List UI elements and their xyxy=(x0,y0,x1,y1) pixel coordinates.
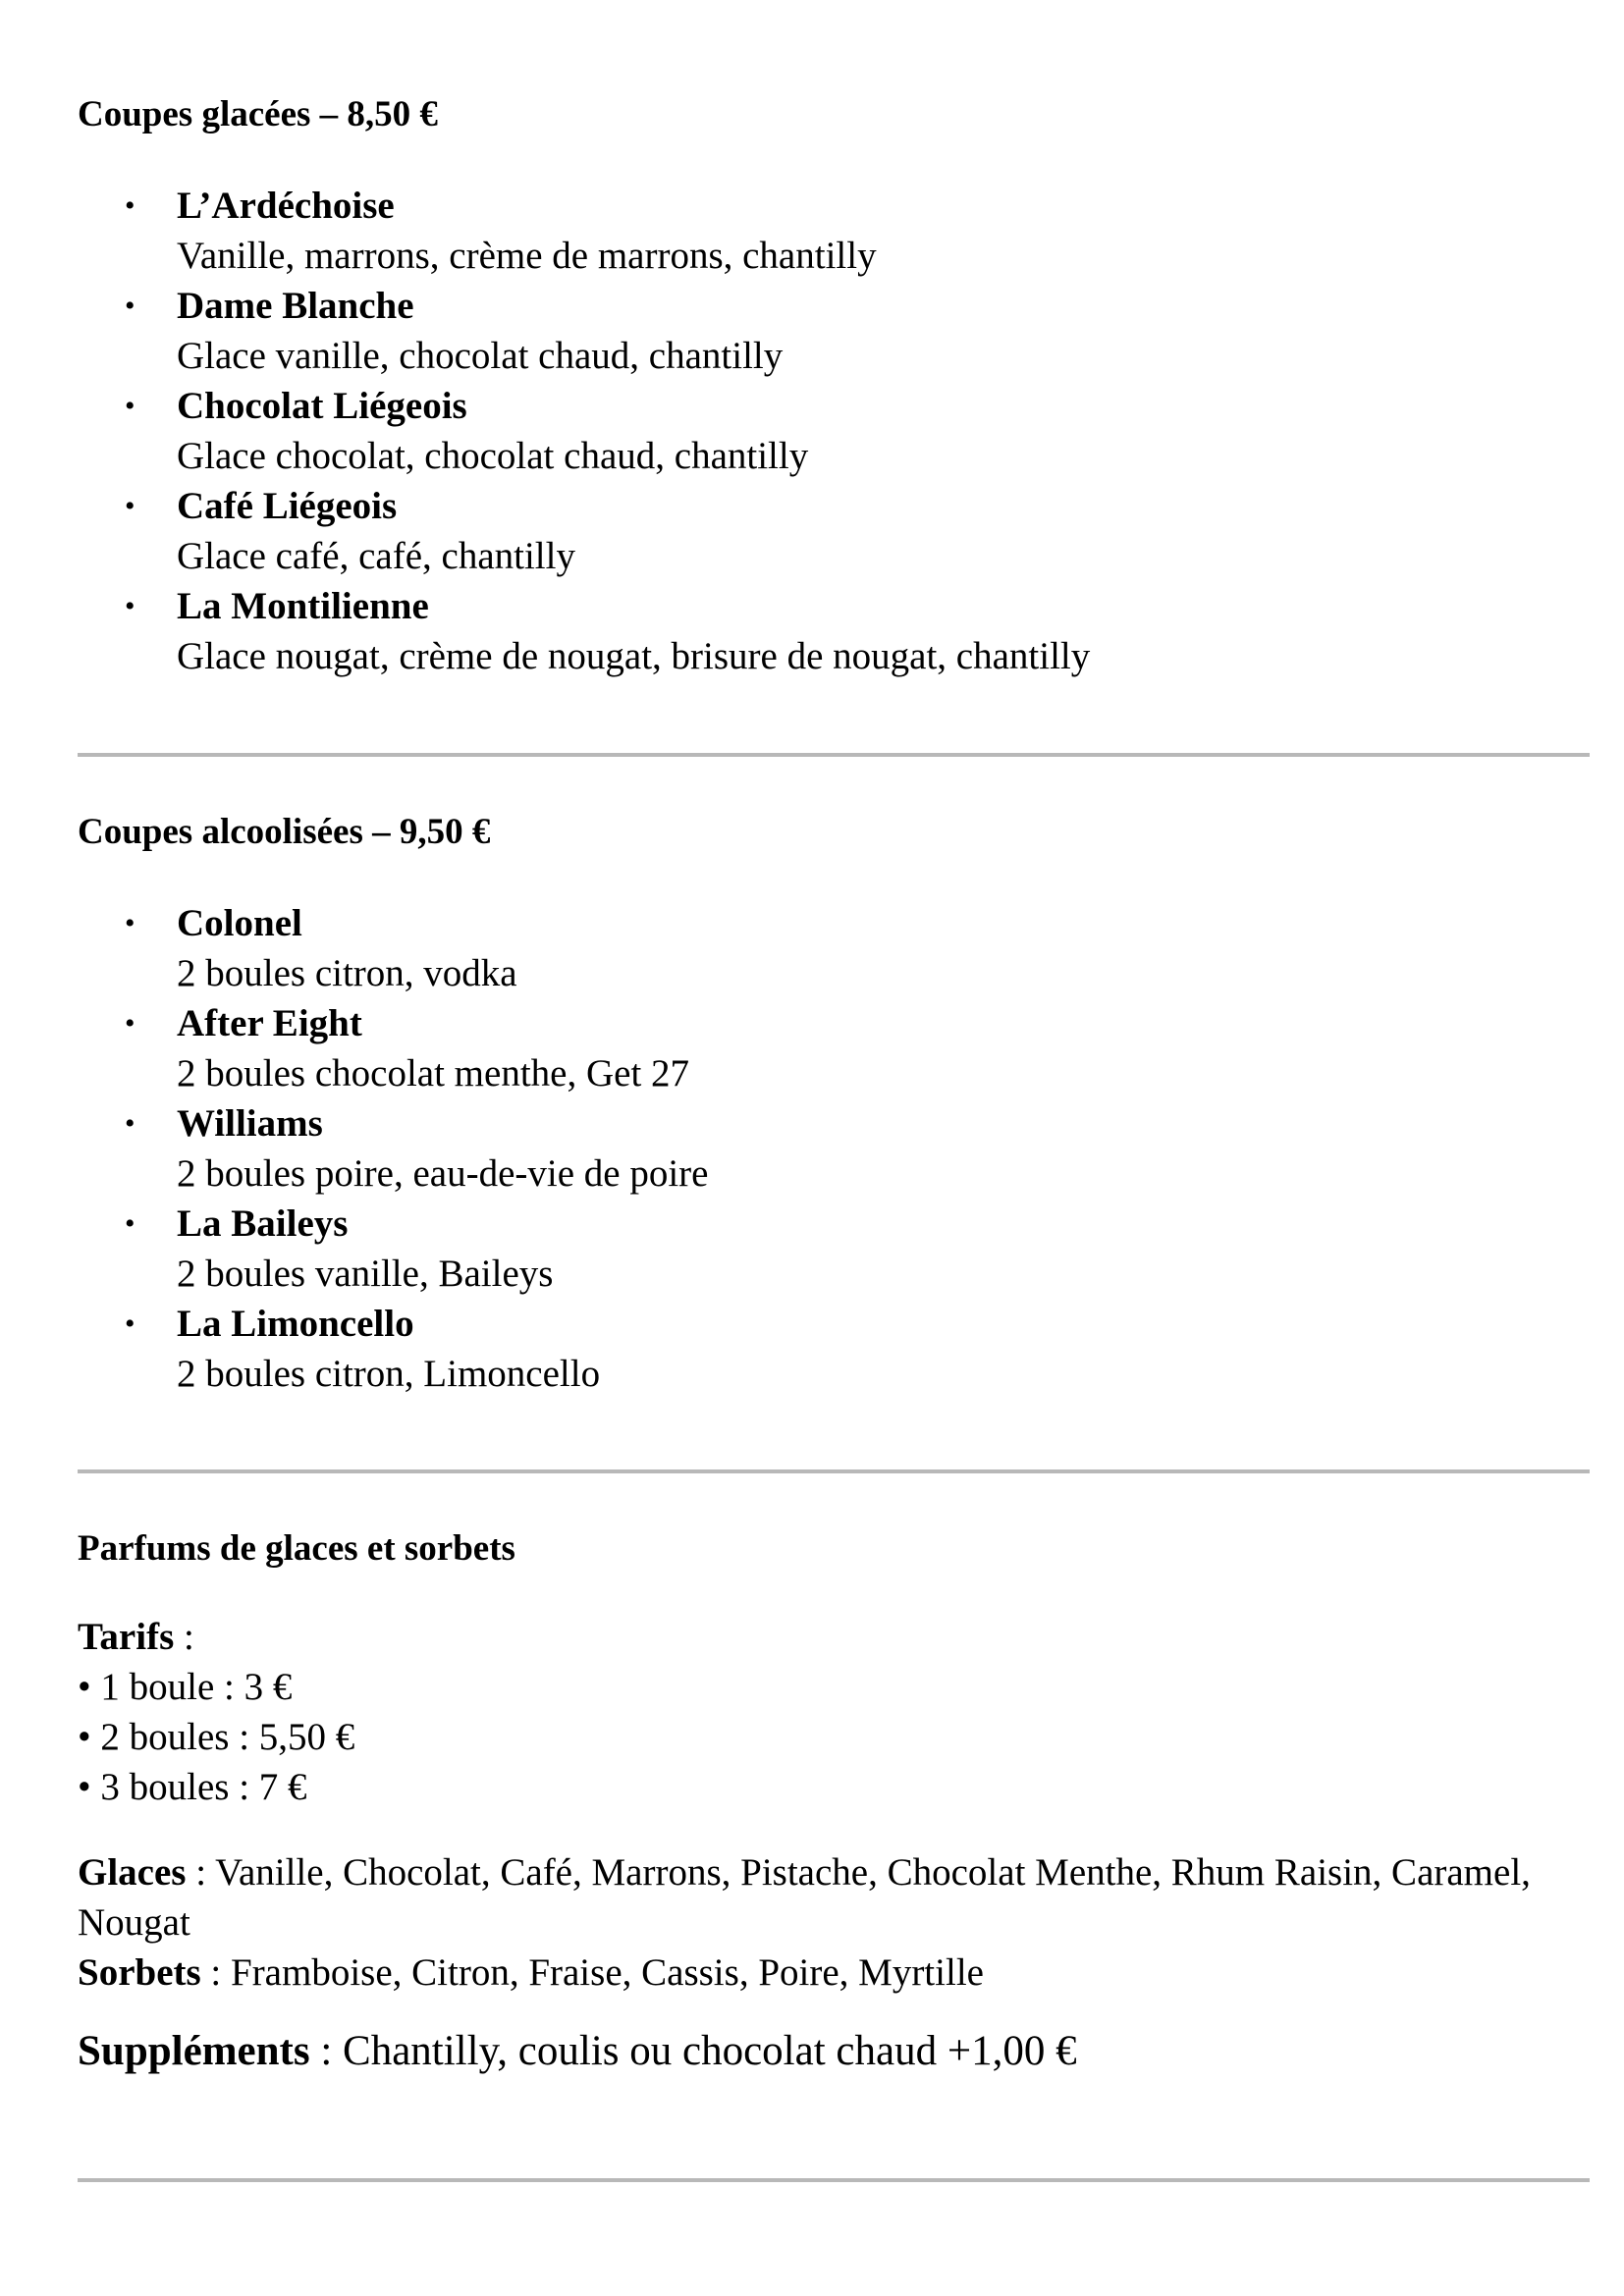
supplements-label: Suppléments xyxy=(78,2028,310,2074)
glaces-label: Glaces xyxy=(78,1851,187,1894)
item-name: Dame Blanche xyxy=(177,285,414,327)
section-title-parfums: Parfums de glaces et sorbets xyxy=(78,1528,515,1569)
item-description: 2 boules citron, Limoncello xyxy=(177,1353,601,1395)
bullet-icon: • xyxy=(125,590,135,622)
list-item xyxy=(78,998,1590,1098)
list-item xyxy=(78,1299,1590,1399)
tarifs-separator: : xyxy=(174,1616,194,1658)
bullet-icon: • xyxy=(125,189,135,222)
list-item xyxy=(78,381,1590,481)
tarifs-label: Tarifs xyxy=(78,1616,175,1658)
item-description: Glace café, café, chantilly xyxy=(177,535,575,577)
bullet-icon: • xyxy=(125,1007,135,1040)
item-name: Café Liégeois xyxy=(177,485,398,527)
list-item xyxy=(78,481,1590,581)
bullet-icon: • xyxy=(125,1308,135,1340)
tarifs-heading xyxy=(78,1612,1590,1662)
sorbets-label: Sorbets xyxy=(78,1951,201,1994)
item-description: Glace chocolat, chocolat chaud, chantilly xyxy=(177,435,809,477)
bullet-icon: • xyxy=(125,490,135,522)
item-name: L’Ardéchoise xyxy=(177,185,395,227)
list-item xyxy=(78,1098,1590,1199)
bullet-icon: • xyxy=(125,390,135,422)
sorbets-line xyxy=(78,1948,1590,1998)
section-divider xyxy=(78,1469,1590,1473)
section-title-coupes-glacees: Coupes glacées – 8,50 € xyxy=(78,94,438,134)
tarif-line: • 2 boules : 5,50 € xyxy=(78,1716,355,1758)
item-description: Vanille, marrons, crème de marrons, chantilly xyxy=(177,235,877,277)
bullet-icon: • xyxy=(125,1107,135,1140)
coupes-glacees-list xyxy=(78,181,1590,681)
supplements-text: : Chantilly, coulis ou chocolat chaud +1,00 € xyxy=(309,2028,1077,2074)
item-description: 2 boules citron, vodka xyxy=(177,952,517,994)
item-description: Glace vanille, chocolat chaud, chantilly xyxy=(177,335,784,377)
item-description: Glace nougat, crème de nougat, brisure de nougat, chantilly xyxy=(177,635,1091,677)
item-name: After Eight xyxy=(177,1002,362,1044)
item-name: La Montilienne xyxy=(177,585,429,627)
list-item xyxy=(78,581,1590,681)
item-name: La Baileys xyxy=(177,1202,349,1245)
bullet-icon: • xyxy=(125,907,135,939)
sorbets-list: : Framboise, Citron, Fraise, Cassis, Poire, Myrtille xyxy=(200,1951,984,1994)
glaces-line xyxy=(78,1847,1590,1948)
list-item xyxy=(78,898,1590,998)
list-item xyxy=(78,281,1590,381)
item-description: 2 boules chocolat menthe, Get 27 xyxy=(177,1052,690,1095)
flavours-block xyxy=(78,1847,1590,1998)
coupes-alcoolisees-list xyxy=(78,898,1590,1399)
tarif-line: • 1 boule : 3 € xyxy=(78,1666,293,1708)
tarif-line: • 3 boules : 7 € xyxy=(78,1766,307,1808)
bullet-icon: • xyxy=(125,1207,135,1240)
section-divider xyxy=(78,2178,1590,2182)
item-name: Chocolat Liégeois xyxy=(177,385,467,427)
list-item xyxy=(78,181,1590,281)
bullet-icon: • xyxy=(125,290,135,322)
glaces-list: : Vanille, Chocolat, Café, Marrons, Pistache, Chocolat Menthe, Rhum Raisin, Caramel, Nougat xyxy=(78,1851,1531,1944)
item-name: Williams xyxy=(177,1102,323,1145)
item-name: Colonel xyxy=(177,902,302,944)
section-title-coupes-alcoolisees: Coupes alcoolisées – 9,50 € xyxy=(78,812,491,852)
supplements-line xyxy=(78,2026,1590,2077)
item-name: La Limoncello xyxy=(177,1303,414,1345)
item-description: 2 boules poire, eau-de-vie de poire xyxy=(177,1152,709,1195)
list-item xyxy=(78,1199,1590,1299)
item-description: 2 boules vanille, Baileys xyxy=(177,1253,554,1295)
tarifs-block xyxy=(78,1612,1590,1812)
section-divider xyxy=(78,753,1590,757)
